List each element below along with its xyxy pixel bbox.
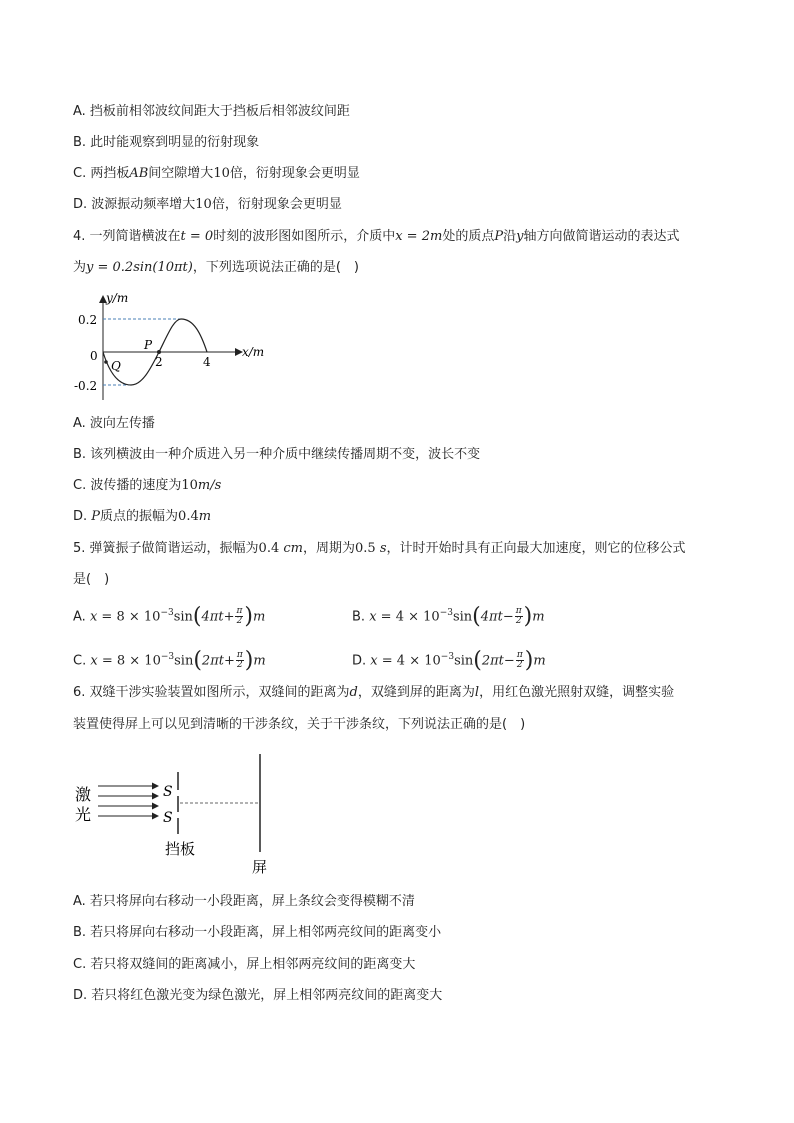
q5-stem-line1: 5. 弹簧振子做简谐运动，振幅为0.4 cm，周期为0.5 s，计时开始时具有正向最大加速度，则它的位移公式 bbox=[73, 541, 686, 556]
q3-option-a: A. 挡板前相邻波纹间距大于挡板后相邻波纹间距 bbox=[73, 104, 350, 119]
x-axis-label: x/m bbox=[242, 345, 265, 359]
q6-option-c: C. 若只将双缝间的距离减小，屏上相邻两亮纹间的距离变大 bbox=[73, 957, 416, 972]
baffle-label: 挡板 bbox=[165, 840, 196, 858]
q4-option-a: A. 波向左传播 bbox=[73, 416, 155, 431]
q6-option-d: D. 若只将红色激光变为绿色激光，屏上相邻两亮纹间的距离变大 bbox=[73, 988, 443, 1003]
slit-s2-label: S bbox=[163, 810, 173, 826]
screen-label: 屏 bbox=[252, 858, 268, 876]
q3-option-b: B. 此时能观察到明显的衍射现象 bbox=[73, 135, 260, 150]
x-tick-4: 4 bbox=[203, 355, 211, 369]
origin-label: 0 bbox=[90, 349, 98, 363]
point-p-label: P bbox=[144, 338, 153, 352]
x-tick-2: 2 bbox=[155, 355, 163, 369]
q4-wave-graph bbox=[70, 290, 280, 402]
y-tick-top: 0.2 bbox=[78, 313, 98, 327]
y-axis-label: y/m bbox=[106, 291, 129, 305]
q6-option-b: B. 若只将屏向右移动一小段距离，屏上相邻两亮纹间的距离变小 bbox=[73, 925, 442, 940]
q3-option-c: C. 两挡板AB间空隙增大10倍，衍射现象会更明显 bbox=[73, 166, 360, 181]
q4-stem-line1: 4. 一列简谐横波在t = 0时刻的波形图如图所示，介质中x = 2m处的质点P沿y轴方向做简谐运动的表达式 bbox=[73, 229, 680, 244]
q6-option-a: A. 若只将屏向右移动一小段距离，屏上条纹会变得模糊不清 bbox=[73, 894, 415, 909]
q5-option-b: B. $x = 4 \times 10^{-3}\sin(4\pi t-$ $\frac{\pi}{2}$ )m bbox=[352, 603, 545, 629]
q6-stem-line2: 装置使得屏上可以见到清晰的干涉条纹，关于干涉条纹，下列说法正确的是( ) bbox=[73, 717, 526, 732]
q4-stem-line2: 为y = 0.2sin(10πt)，下列选项说法正确的是( ) bbox=[73, 260, 360, 275]
q3-option-d: D. 波源振动频率增大10倍，衍射现象会更明显 bbox=[73, 197, 342, 212]
q6-stem-line1: 6. 双缝干涉实验装置如图所示，双缝间的距离为d，双缝到屏的距离为l，用红色激光照射双缝，调整实验 bbox=[73, 685, 675, 700]
q4-option-d: D. P质点的振幅为0.4m bbox=[73, 509, 212, 524]
laser-label-1: 激 bbox=[75, 785, 92, 804]
q4-option-c: C. 波传播的速度为10m/s bbox=[73, 478, 222, 493]
q5-option-d: D. $x = 4 \times 10^{-3}\sin(2\pi t-$ $\frac{\pi}{2}$ )m bbox=[352, 647, 546, 673]
q5-option-a: A. $x = 8 \times 10^{-3}\sin(4\pi t+$ $\frac{\pi}{2}$ )m bbox=[73, 603, 266, 629]
q5-stem-line2: 是( ) bbox=[73, 572, 110, 587]
y-tick-bottom: -0.2 bbox=[74, 379, 98, 393]
q4-option-b: B. 该列横波由一种介质进入另一种介质中继续传播周期不变，波长不变 bbox=[73, 447, 481, 462]
point-q-label: Q bbox=[111, 359, 121, 373]
point-q-dot bbox=[104, 360, 108, 364]
q6-double-slit-diagram bbox=[70, 750, 280, 880]
slit-s1-label: S bbox=[163, 784, 173, 800]
q5-option-c: C. $x = 8 \times 10^{-3}\sin(2\pi t+$ $\frac{\pi}{2}$ )m bbox=[73, 647, 266, 673]
laser-label-2: 光 bbox=[75, 805, 92, 824]
point-p-dot bbox=[157, 350, 161, 354]
